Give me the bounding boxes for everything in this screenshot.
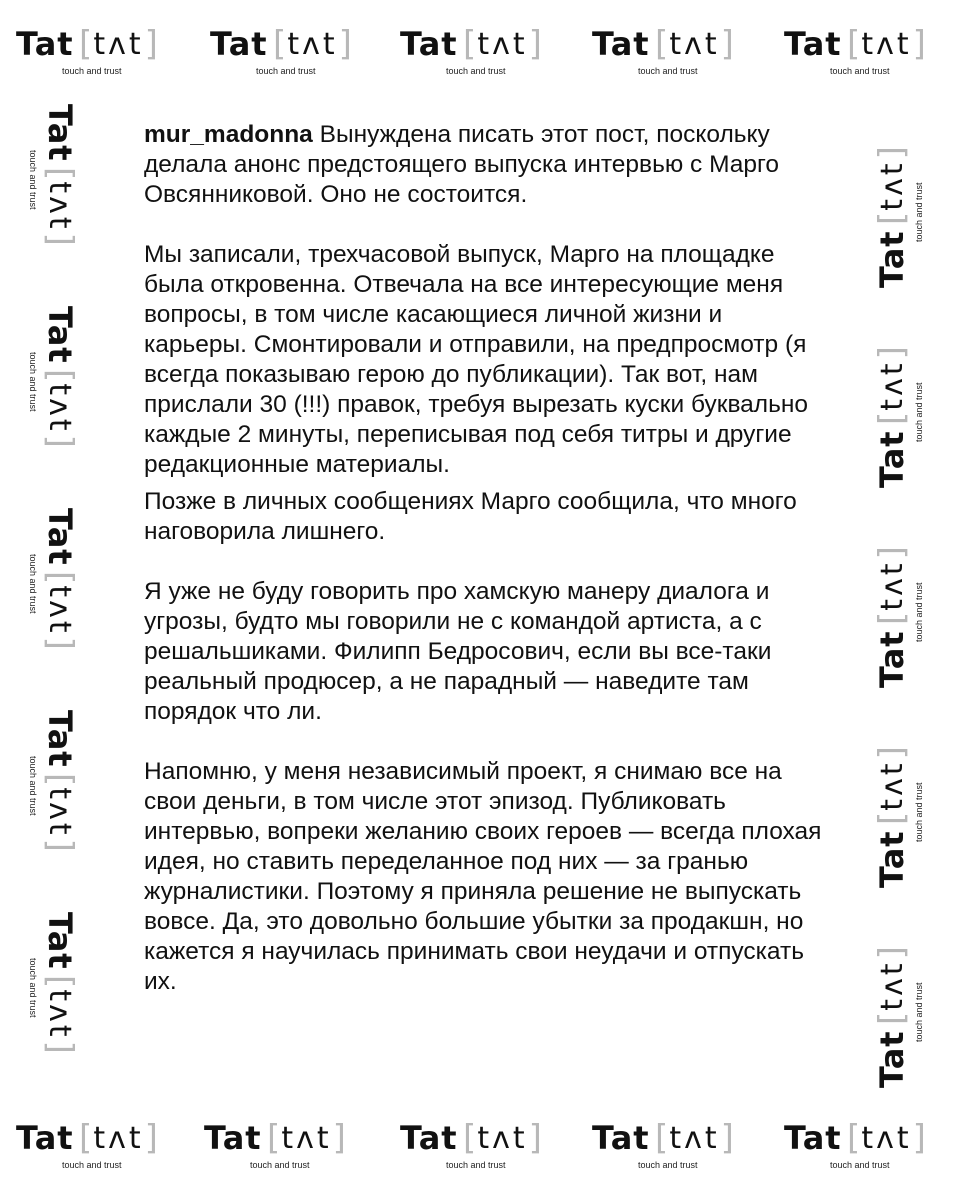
watermark-logo: Tat [ tʌt ] touch and trust xyxy=(28,710,80,852)
watermark-logo: Tat [ tʌt ] touch and trust xyxy=(28,306,80,448)
watermark-logo: Tat [ tʌt ] touch and trust xyxy=(872,746,924,888)
watermark-logo: Tat [ tʌt ] touch and trust xyxy=(400,1118,542,1170)
post-paragraph: Напомню, у меня независимый проект, я снимаю все на свои деньги, в том числе этот эпизод. Публиковать интервью, вопреки желанию своих героев — всегда плохая идея, но ставить переделанное под них — за гранью журналистики. Поэтому я приняла решение не выпускать вовсе. Да, это довольно большие убытки за продакшн, но кажется я научилась принимать свои неудачи и отпускать их. xyxy=(144,758,822,995)
watermark-logo: Tat [ tʌt ] touch and trust xyxy=(210,24,352,76)
watermark-logo: Tat [ tʌt ] touch and trust xyxy=(872,346,924,488)
watermark-logo: Tat [ tʌt ] touch and trust xyxy=(400,24,542,76)
watermark-logo: Tat [ tʌt ] touch and trust xyxy=(592,24,734,76)
logo-word: Tat xyxy=(16,25,74,63)
logo-tagline: touch and trust xyxy=(62,66,122,76)
post-intro: mur_madonna Вынуждена писать этот пост, поскольку делала анонс предстоящего выпуска интервью с Марго Овсянниковой. Оно не состоится. xyxy=(144,121,780,208)
username[interactable]: mur_madonna xyxy=(144,121,313,148)
watermark-logo: Tat [ tʌt ] touch and trust xyxy=(592,1118,734,1170)
watermark-logo: Tat [ tʌt ] touch and trust xyxy=(784,1118,926,1170)
watermark-logo: Tat [ tʌt ] touch and trust xyxy=(204,1118,346,1170)
post-paragraph: Позже в личных сообщениях Марго сообщила, что много наговорила лишнего. xyxy=(144,488,797,545)
watermark-logo: Tat [ tʌt ] touch and trust xyxy=(28,508,80,650)
watermark-logo: Tat [ tʌt ] touch and trust xyxy=(872,546,924,688)
watermark-logo: Tat [ tʌt ] touch and trust xyxy=(872,946,924,1088)
post-body xyxy=(144,120,824,997)
watermark-logo: Tat [ tʌt ] touch and trust xyxy=(28,912,80,1054)
watermark-logo: Tat [ tʌt ] touch and trust xyxy=(16,24,158,76)
watermark-logo: Tat [ tʌt ] touch and trust xyxy=(16,1118,158,1170)
watermark-logo: Tat [ tʌt ] touch and trust xyxy=(872,146,924,288)
watermark-logo: Tat [ tʌt ] touch and trust xyxy=(28,104,80,246)
post-paragraph: Мы записали, трехчасовой выпуск, Марго на площадке была откровенна. Отвечала на все интересующие меня вопросы, в том числе касающиеся личной жизни и карьеры. Смонтировали и отправили, на предпросмотр (я всегда показываю герою до публикации). Так вот, нам прислали 30 (!!!) правок, требуя вырезать куски буквально каждые 2 минуты, переписывая под себя титры и другие редакционные материалы. xyxy=(144,241,809,478)
post-paragraph: Я уже не буду говорить про хамскую манеру диалога и угрозы, будто мы говорили не с командой артиста, а с решальшиками. Филипп Бедросович, если вы все-таки реальный продюсер, а не парадный — наведите там порядок что ли. xyxy=(144,578,772,725)
watermark-logo: Tat [ tʌt ] touch and trust xyxy=(784,24,926,76)
